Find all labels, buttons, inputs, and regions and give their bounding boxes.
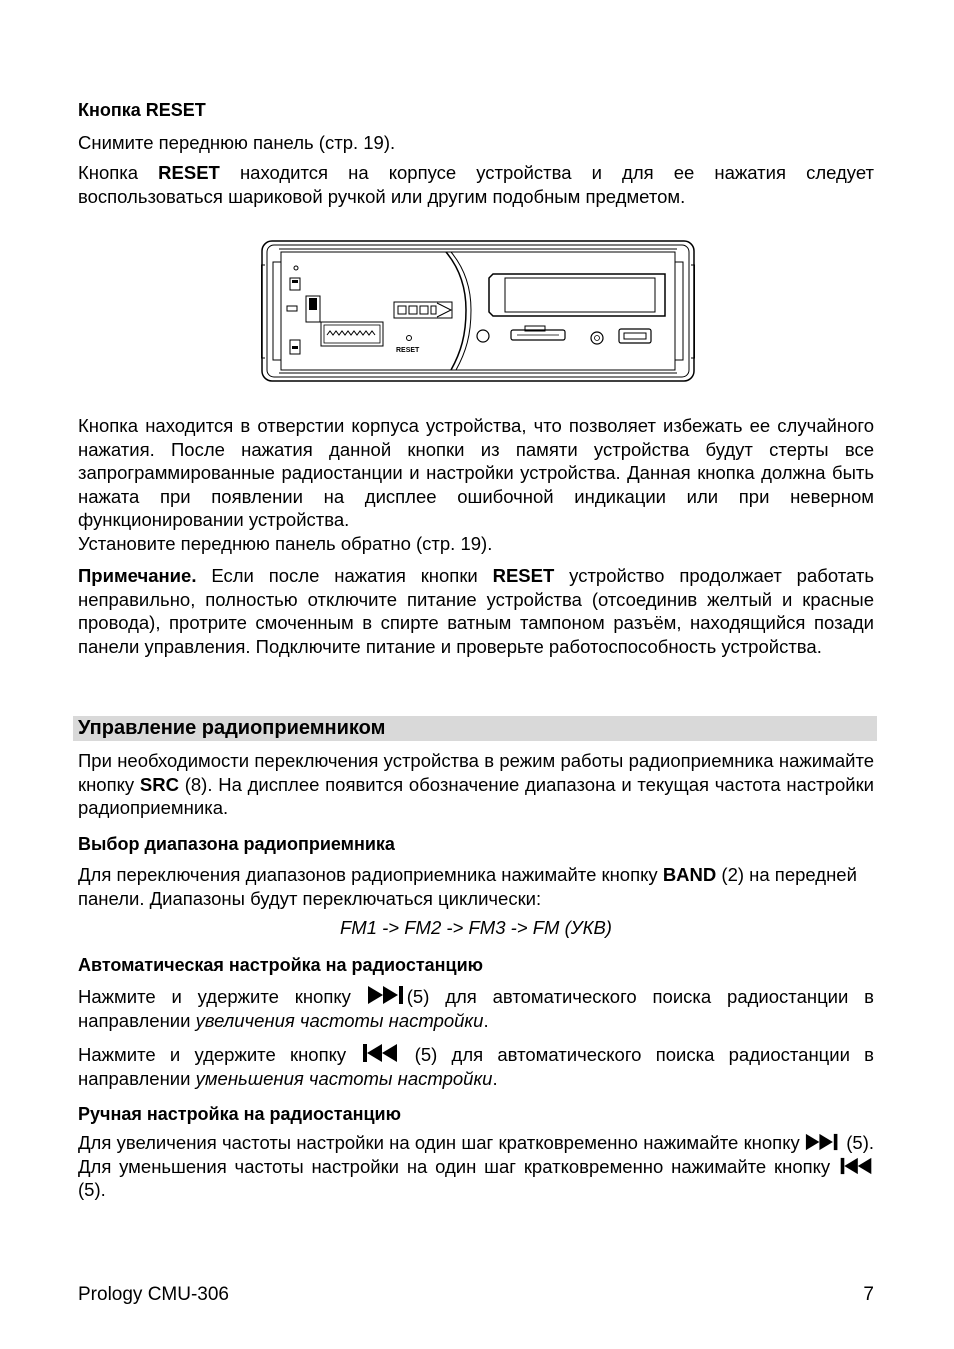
reset-note: Примечание. Если после нажатия кнопки RESET устройство продолжает работать неправильно, полностью отключите питание устройства (отсоединив желтый и красные провода), протрите смоченным в спирте ватным тампоном разъём, находящийся позади панели управления. Подключите питание и проверьте работоспособность устройства. <box>78 565 874 657</box>
band-paragraph: Для переключения диапазонов радиоприемника нажимайте кнопку BAND (2) на передней панели. Диапазоны будут переключаться циклически: <box>78 864 857 909</box>
auto-p1: Нажмите и удержите кнопку (5) для автоматического поиска радиостанции в направлении увеличения частоты настройки. <box>78 986 874 1031</box>
skip-back-icon <box>360 1043 400 1063</box>
radio-section-title: Управление радиоприемником <box>73 716 877 741</box>
skip-forward-icon <box>805 1133 841 1151</box>
reset-p4: Установите переднюю панель обратно (стр. 19). <box>78 533 493 554</box>
auto-p2: Нажмите и удержите кнопку (5) для автоматического поиска радиостанции в направлении уменьшения частоты настройки. <box>78 1044 875 1089</box>
page-number: 7 <box>863 1284 874 1305</box>
reset-heading: Кнопка RESET <box>78 100 206 120</box>
figure-reset-label: RESET <box>396 347 420 354</box>
band-cycle: FM1 -> FM2 -> FM3 -> FM (УКВ) <box>340 917 612 938</box>
radio-p1: При необходимости переключения устройства в режим работы радиоприемника нажимайте кнопку SRC (8). На дисплее появится обозначение диапазона и текущая частота настройки радиоприемника. <box>78 750 874 818</box>
reset-p1: Снимите переднюю панель (стр. 19). <box>78 132 396 153</box>
skip-back-icon <box>838 1157 874 1175</box>
reset-p2: Кнопка RESET находится на корпусе устройства и для ее нажатия следует воспользоваться шариковой ручкой или другим подобным предметом. <box>78 162 874 207</box>
device-front-diagram <box>261 240 695 382</box>
band-heading: Выбор диапазона радиоприемника <box>78 834 395 854</box>
manual-paragraph: Для увеличения частоты настройки на один шаг кратковременно нажимайте кнопку (5). Для уменьшения частоты настройки на один шаг кратковременно нажимайте кнопку (5). <box>78 1132 874 1200</box>
manual-heading: Ручная настройка на радиостанцию <box>78 1104 401 1124</box>
reset-p3: Кнопка находится в отверстии корпуса устройства, что позволяет избежать ее случайного нажатия. После нажатия данной кнопки из памяти устройства будут стерты все запрограммированные радиостанции и настройки устройства. Данная кнопка должна быть нажата при появлении на дисплее ошибочной индикации или при неверном функционировании устройства. <box>78 415 874 530</box>
auto-heading: Автоматическая настройка на радиостанцию <box>78 955 484 975</box>
footer-model: Prology CMU-306 <box>78 1284 229 1305</box>
skip-forward-icon <box>367 985 407 1005</box>
